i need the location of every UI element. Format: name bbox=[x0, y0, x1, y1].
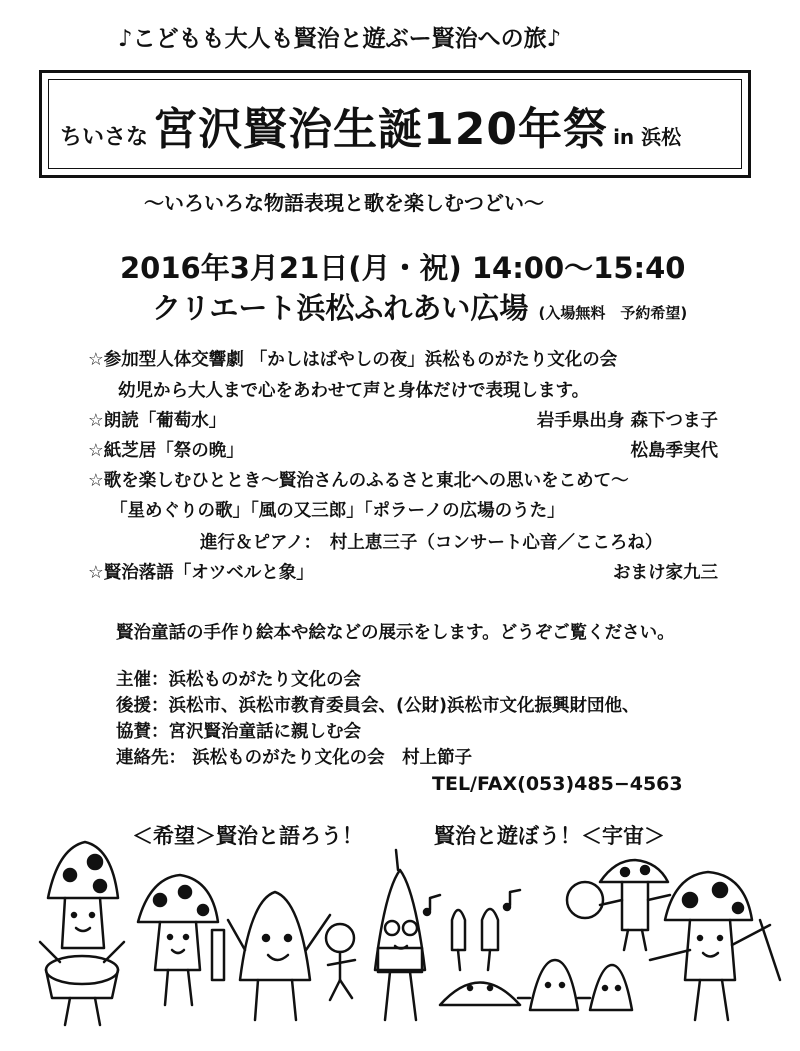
event-title bbox=[60, 93, 681, 157]
mushroom-dancer-icon bbox=[600, 860, 670, 950]
title-main: 宮沢賢治生誕120年祭 bbox=[153, 104, 608, 155]
exhibit-notice: 賢治童話の手作り絵本や絵などの展示をします。どうぞご覧ください。 bbox=[116, 623, 675, 643]
credit-contact: 連絡先： 浜松ものがたり文化の会 村上節子 bbox=[116, 748, 473, 768]
credit-organizer: 主催：浜松ものがたり文化の会 bbox=[116, 670, 361, 690]
mushroom-drummer-icon bbox=[40, 842, 124, 1025]
program-item-5-performer: おまけ家九三 bbox=[613, 563, 718, 583]
music-notes-icon bbox=[424, 890, 520, 915]
title-suffix: in 浜松 bbox=[613, 125, 682, 149]
reader-character-icon bbox=[375, 850, 425, 1020]
credit-support: 後援：浜松市、浜松市教育委員会、(公財)浜松市文化振興財団他、 bbox=[116, 696, 640, 716]
character-illustration bbox=[0, 820, 800, 1051]
tagline: ♪こどもも大人も賢治と遊ぶー賢治への旅♪ bbox=[118, 26, 562, 52]
program-item-3-performer: 松島季実代 bbox=[630, 441, 718, 461]
program-item-4-title: ☆歌を楽しむひととき〜賢治さんのふるさと東北への思いをこめて〜 bbox=[88, 471, 629, 491]
program-item-1-title: ☆参加型人体交響劇 「かしはばやしの夜」浜松ものがたり文化の会 bbox=[88, 350, 618, 370]
credit-cooperation: 協賛：宮沢賢治童話に親しむ会 bbox=[116, 722, 361, 742]
program-item-2-title: ☆朗読「葡萄水」 bbox=[88, 411, 227, 431]
program-item-4-host: 進行＆ピアノ： 村上恵三子（コンサート心音／こころね） bbox=[200, 533, 663, 553]
slogan-right: 賢治と遊ぼう！＜宇宙＞ bbox=[434, 824, 665, 848]
program-item-3-title: ☆紙芝居「祭の晩」 bbox=[88, 441, 244, 461]
credit-phone: TEL/FAX(053)485−4563 bbox=[432, 773, 683, 795]
title-prefix: ちいさな bbox=[60, 125, 149, 150]
acorn-character-icon bbox=[228, 892, 330, 1020]
venue-name: クリエート浜松ふれあい広場 bbox=[152, 291, 529, 325]
slogan-left: ＜希望＞賢治と語ろう！ bbox=[132, 824, 363, 848]
mushroom-character-icon bbox=[138, 875, 224, 1005]
small-dancer-icon bbox=[326, 924, 355, 1000]
acorn-group-icon bbox=[440, 909, 520, 1005]
acorn-chain-icon bbox=[518, 960, 632, 1010]
program-item-4-songs: 「星めぐりの歌」「風の又三郎」「ポラーノの広場のうた」 bbox=[110, 501, 565, 521]
program-item-1-desc: 幼児から大人まで心をあわせて声と身体だけで表現します。 bbox=[118, 381, 590, 401]
event-datetime: 2016年3月21日(月・祝) 14:00〜15:40 bbox=[120, 251, 686, 285]
subtitle: 〜いろいろな物語表現と歌を楽しむつどい〜 bbox=[144, 191, 544, 215]
program-item-5-title: ☆賢治落語「オツベルと象」 bbox=[88, 563, 314, 583]
program-item-2-performer: 岩手県出身 森下つま子 bbox=[536, 411, 718, 431]
venue-note: (入場無料 予約希望) bbox=[538, 304, 688, 322]
title-box bbox=[39, 70, 751, 178]
event-venue bbox=[152, 286, 687, 327]
tambourine-icon bbox=[567, 882, 603, 918]
